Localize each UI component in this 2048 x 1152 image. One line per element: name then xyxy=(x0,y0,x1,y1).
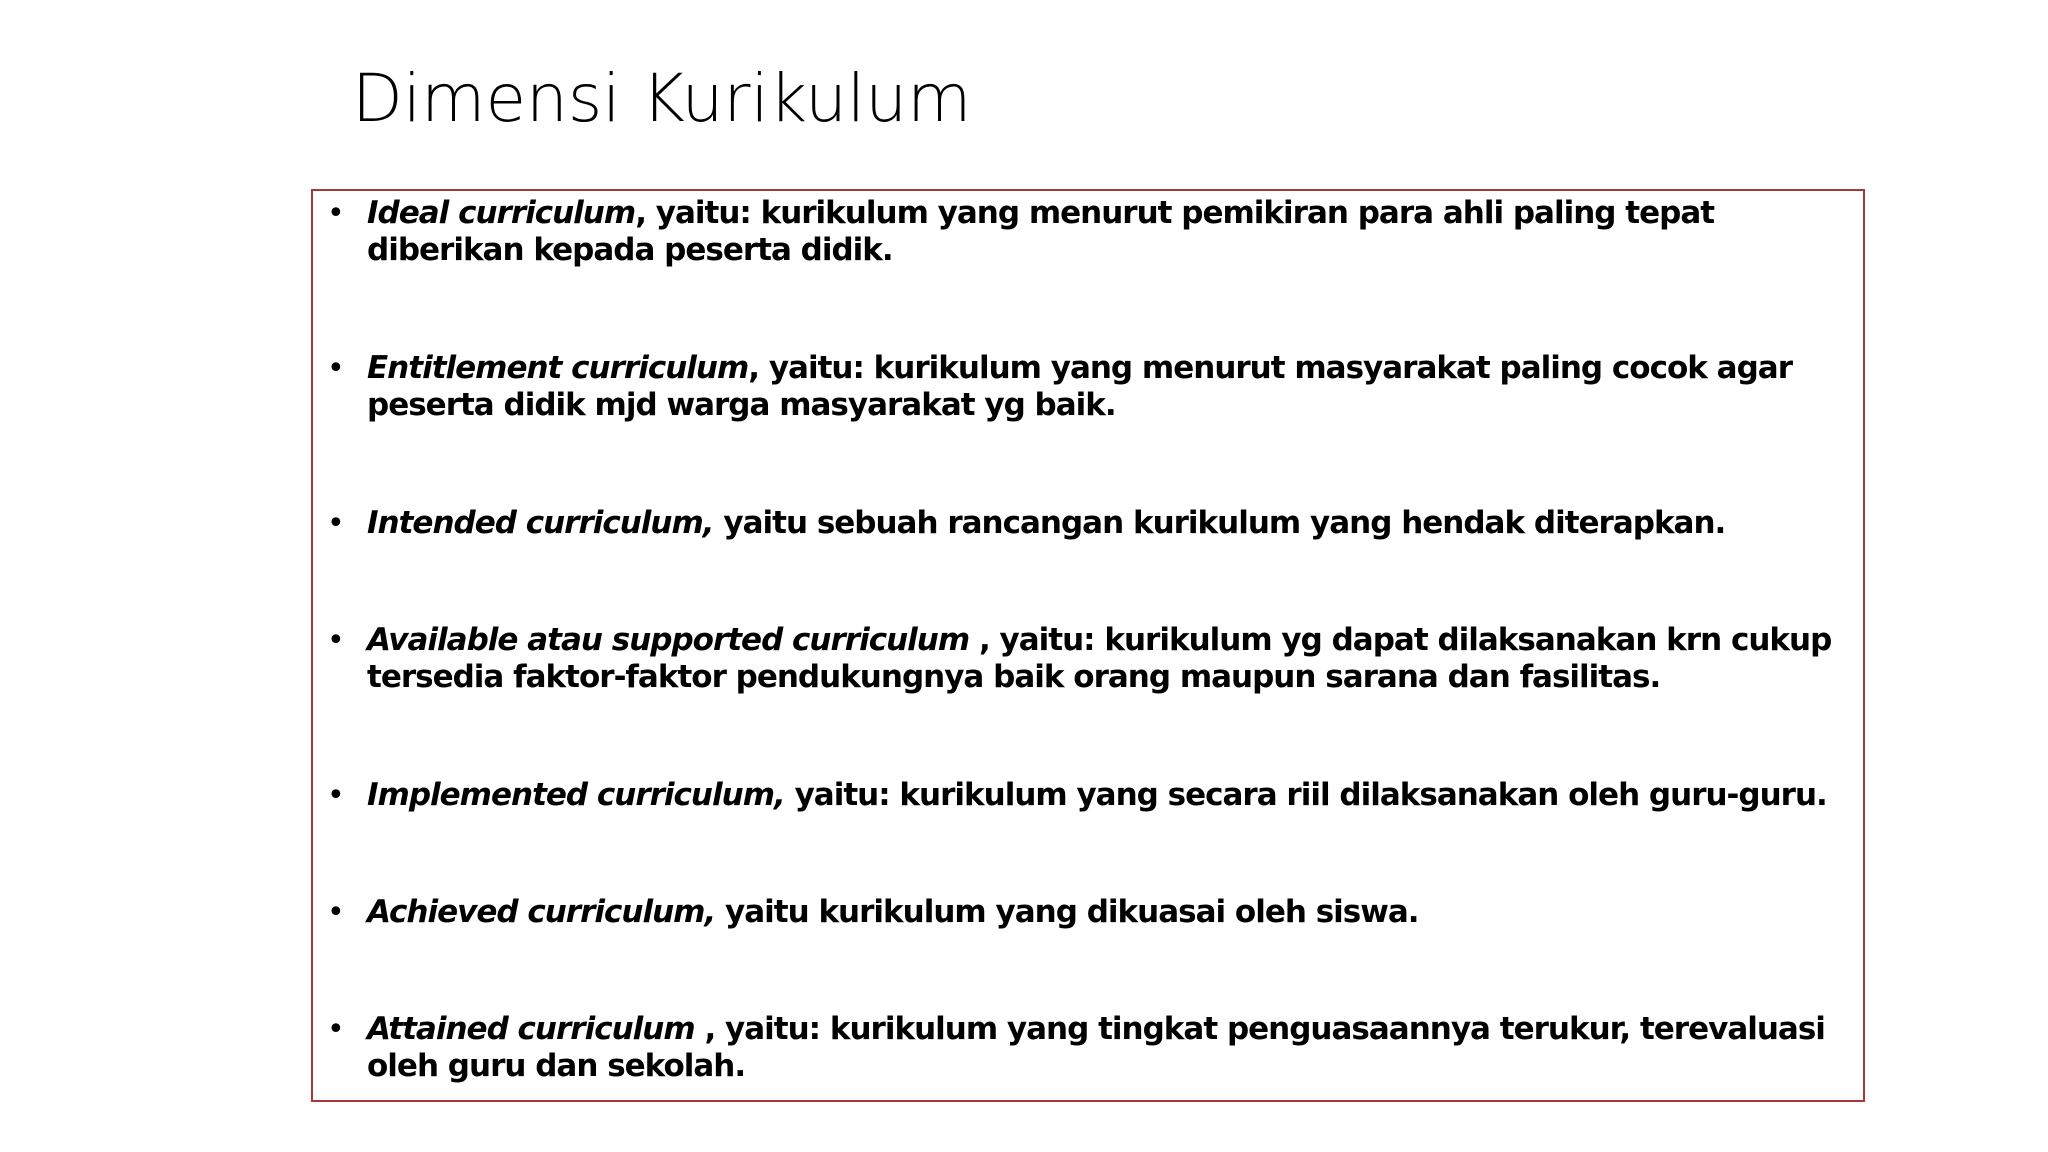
curriculum-description: yaitu kurikulum yang dikuasai oleh siswa. xyxy=(715,894,1419,930)
bullet-icon: • xyxy=(327,351,344,386)
curriculum-term: Attained curriculum xyxy=(367,1011,695,1047)
curriculum-term: Entitlement curriculum xyxy=(367,350,749,386)
curriculum-term: Intended curriculum, xyxy=(367,505,714,541)
bullet-icon: • xyxy=(327,196,344,231)
curriculum-description: , yaitu: kurikulum yang menurut masyarakat paling cocok agar peserta didik mjd warga masyarakat yg baik. xyxy=(367,350,1792,423)
bullet-text xyxy=(367,622,1847,696)
curriculum-description: , yaitu: kurikulum yang tingkat penguasaannya terukur, terevaluasi oleh guru dan sekolah. xyxy=(367,1011,1825,1084)
bullet-text xyxy=(367,195,1847,269)
content-box xyxy=(311,189,1865,1102)
bullet-icon: • xyxy=(327,623,344,658)
bullet-icon: • xyxy=(327,506,344,541)
curriculum-description: , yaitu: kurikulum yg dapat dilaksanakan krn cukup tersedia faktor-faktor pendukungnya baik orang maupun sarana dan fasilitas. xyxy=(367,622,1832,695)
bullet-text xyxy=(367,777,1847,814)
curriculum-term: Ideal curriculum xyxy=(367,195,636,231)
curriculum-description: , yaitu: kurikulum yang menurut pemikiran para ahli paling tepat diberikan kepada peserta didik. xyxy=(367,195,1715,268)
curriculum-term: Implemented curriculum, xyxy=(367,777,785,813)
curriculum-description: yaitu: kurikulum yang secara riil dilaksanakan oleh guru-guru. xyxy=(784,777,1827,813)
bullet-text xyxy=(367,505,1847,542)
curriculum-term: Achieved curriculum, xyxy=(367,894,716,930)
bullet-text xyxy=(367,1011,1847,1085)
bullet-icon: • xyxy=(327,1012,344,1047)
slide-title: Dimensi Kurikulum xyxy=(352,60,972,137)
bullet-text xyxy=(367,894,1847,931)
bullet-icon: • xyxy=(327,895,344,930)
bullet-icon: • xyxy=(327,778,344,813)
curriculum-term: Available atau supported curriculum xyxy=(367,622,970,658)
bullet-text xyxy=(367,350,1847,424)
curriculum-description: yaitu sebuah rancangan kurikulum yang hendak diterapkan. xyxy=(713,505,1726,541)
